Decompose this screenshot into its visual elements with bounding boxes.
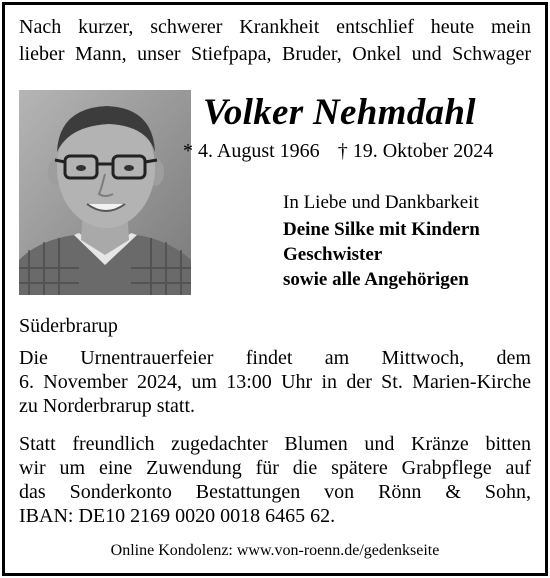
mourners-list — [283, 217, 480, 292]
donation-line-4: IBAN: DE10 2169 0020 0018 6465 62. — [19, 505, 336, 527]
death-date: † 19. Oktober 2024 — [337, 140, 494, 162]
town-name: Süderbrarup — [19, 315, 118, 337]
portrait-photo — [19, 90, 191, 295]
birth-date: * 4. August 1966 — [183, 140, 320, 162]
mourner-line: sowie alle Angehörigen — [283, 269, 469, 290]
intro-line-2: lieber Mann, unser Stiefpapa, Bruder, Onkel und Schwager — [19, 43, 531, 65]
mourner-line: Deine Silke mit Kindern — [283, 219, 480, 240]
deceased-name: Volker Nehmdahl — [203, 92, 476, 133]
service-line-2: 6. November 2024, um 13:00 Uhr in der St. Marien-Kirche — [19, 371, 531, 393]
mourners-intro: In Liebe und Dankbarkeit — [283, 192, 479, 213]
mourner-line: Geschwister — [283, 244, 383, 265]
intro-text — [19, 14, 531, 68]
donation-paragraph — [19, 432, 531, 528]
service-line-1: Die Urnentrauerfeier findet am Mittwoch, dem — [19, 347, 531, 369]
service-paragraph — [19, 346, 531, 418]
portrait-image — [19, 90, 191, 295]
intro-line-1: Nach kurzer, schwerer Krankheit entschlief heute mein — [19, 16, 531, 38]
life-dates — [183, 138, 493, 164]
service-line-3: zu Norderbrarup statt. — [19, 395, 196, 417]
donation-line-1: Statt freundlich zugedachter Blumen und Kränze bitten — [19, 433, 531, 455]
donation-line-3: das Sonderkonto Bestattungen von Rönn & Sohn, — [19, 481, 531, 503]
donation-line-2: wir um eine Zuwendung für die spätere Grabpflege auf — [19, 457, 531, 479]
online-condolence: Online Kondolenz: www.von-roenn.de/gedenkseite — [110, 542, 440, 559]
